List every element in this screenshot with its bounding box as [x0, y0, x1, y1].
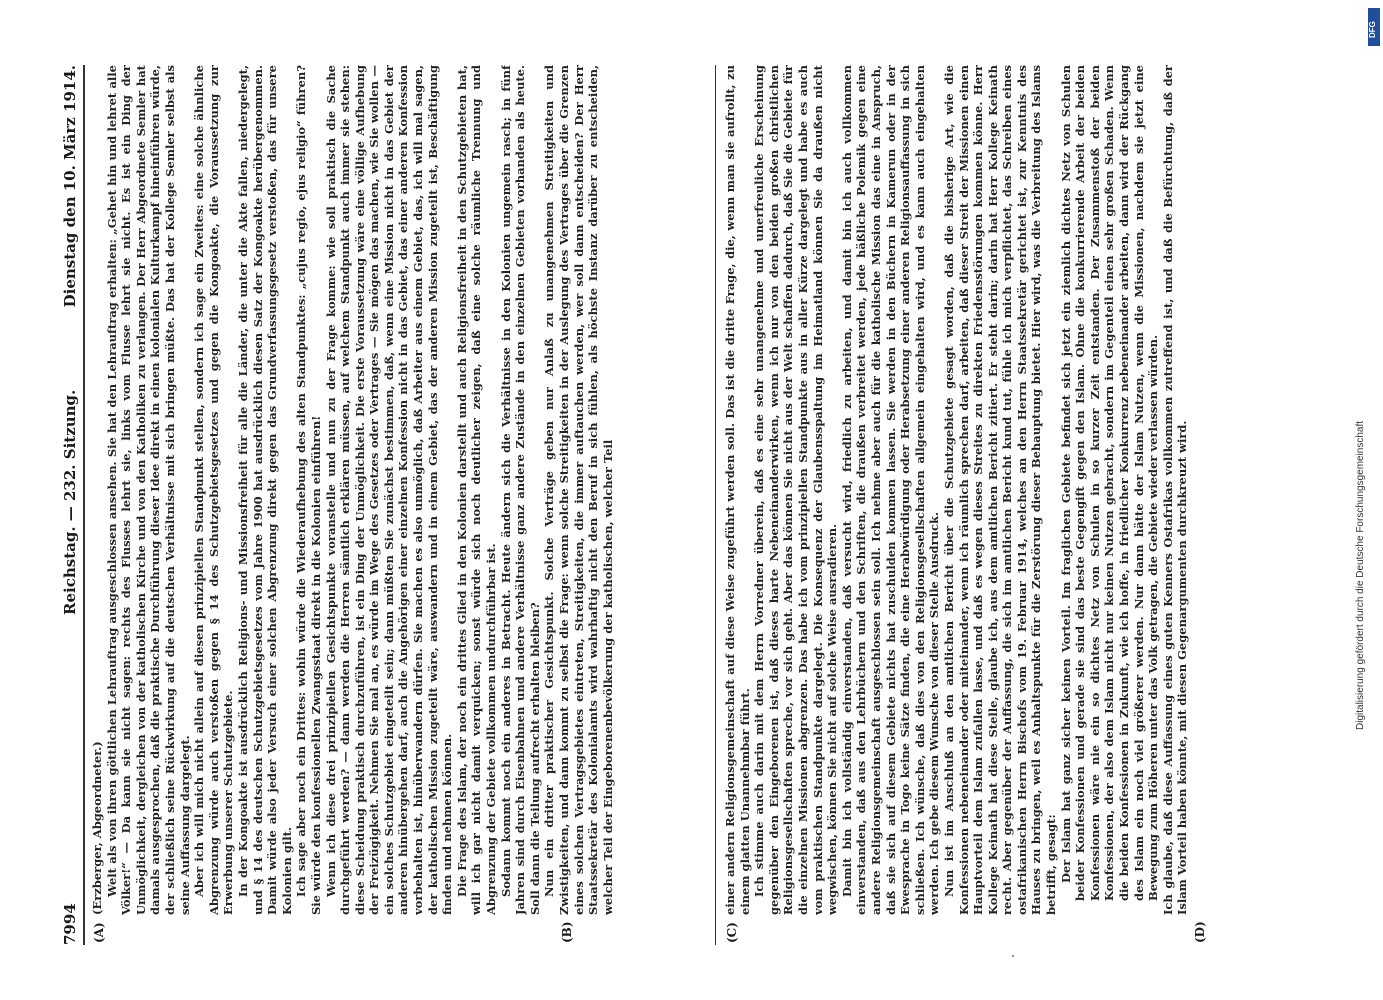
- speaker-note: (Erzberger, Abgeordneter.): [90, 741, 104, 915]
- digitization-note-text: Digitalisierung gefördert durch die Deutsche Forschungsgemeinschaft: [1355, 420, 1366, 730]
- paragraph: Wenn ich diese drei prinzipiellen Gesichtspunkte voranstelle und nun zu der Frage komme: wie soll praktisch die Sache durchgeführt werden? — dann werden die Herren sämtlich erklären müssen, auf welchem Standpunkt auch immer sie stehen: diese Scheidung praktisch durchzuführen, ist ein Ding der Unmöglichkeit. Die erste Voraussetzung wäre eine völlige Aufhebung der Freizügigkeit. Nehmen Sie mal an, es würde im Wege des Gesetzes oder Vertrages — Sie mögen das machen, wie Sie wollen — ein solches Schutzgebiet eingeteilt sein; dann müßten Sie zunächst bestimmen, daß, wenn eine Mission nicht in das Gebiet der anderen hinübergehen darf, auch die Angehörigen einer einzelnen Konfession nicht in das Gebiet, das einer anderen Konfession vorbehalten ist, hinüberwandern dürfen. Sie machen es also unmöglich, daß Arbeiter aus einem Gebiet, das, ich will mal sagen, der katholischen Mission zugeteilt wäre, auswandern und in einem Gebiet, das der anderen Mission zugeteilt ist, Beschäftigung finden und nehmen können.: [323, 65, 455, 915]
- paragraph: Damit bin ich vollständig einverstanden, daß versucht wird, friedlich zu arbeiten, und damit bin ich auch vollkommen einverstanden, daß aus den Lehrbüchern und den Schriften, die draußen verbreitet werden, jede häßliche Polemik gegen eine andere Religionsgemeinschaft ausgeschlossen sein soll. Ich nehme aber auch für die katholische Mission das eine in Anspruch, daß sie sich auf diesem Gebiete nichts hat zuschulden kommen lassen. Sie werden in den Büchern in Kamerun oder in der Ewesprache in Togo keine Sätze finden, die eine Herabwürdigung oder Herabsetzung einer anderen Religionsauffassung in sich schließen. Ich wünsche, daß dies von den Religionsgesellschaften allgemein eingehalten wird, und es kann auch eingehalten werden. Ich gebe diesem Wunsche von dieser Stelle Ausdruck.: [839, 65, 942, 915]
- paragraph: Aber ich will mich nicht allein auf diesen prinzipiellen Standpunkt stellen, sondern ich sage ein Zweites: eine solche ähnliche Abgrenzung würde auch verstoßen gegen § 14 des Schutzgebietsgesetzes und gegen die Kongoakte, die Voraussetzung zur Erwerbung unserer Schutzgebiete.: [192, 65, 236, 915]
- header-rule: [83, 65, 85, 945]
- speck: [1012, 955, 1014, 957]
- left-column: [90, 65, 710, 945]
- paragraph: In der Kongoakte ist ausdrücklich Religions- und Missionsfreiheit für alle die Länder, die unter die Akte fallen, niedergelegt, und § 14 des deutschen Schutzgebietsgesetzes vom Jahre 1900 hat ausdrücklich diesen Satz der Kongoakte herübergenommen. Damit würde also jeder Versuch einer solchen Abgrenzung direkt gegen das Grundverfassungsgesetz verstoßen, das für unsere Kolonien gilt.: [235, 65, 294, 915]
- paragraph: Ich sage aber noch ein Drittes: wohin würde die Wiederaufhebung des alten Standpunktes: „cujus regio, ejus religio“ führen? Sie würde den konfessionellen Zwangsstaat direkt in die Kolonien einführen!: [294, 65, 323, 915]
- right-column-text: [723, 65, 1345, 915]
- paragraph: Der Islam hat ganz sicher keinen Vorteil. Im fraglichen Gebiete befindet sich jetzt ein ziemlich dichtes Netz von Schulen beider Konfessionen und gerade sie sind das beste Gegengift gegen den Islam. Ohne die konkurrierende Arbeit der beiden Konfessionen wäre nie ein so dichtes Netz von Schulen in so kurzer Zeit entstanden. Der Zusammenstoß der beiden Konfessionen, der also dem Islam nicht nur keinen Nutzen gebracht, sondern im Gegenteil einen sehr großen Schaden. Wenn die beiden Konfessionen in Zukunft, wie ich hoffe, in friedlicher Konkurrenz nebeneinander arbeiten, dann wird der Rückgang des Islam ein noch viel größerer werden. Nur dann hätte der Islam Nutzen, wenn die Missionen, nachdem sie jetzt eine Bewegung zum Höheren unter das Volk getragen, die Gebiete wieder verlassen würden.: [1058, 65, 1161, 901]
- paragraph: einer andern Religionsgemeinschaft auf diese Weise zugeführt werden soll. Das ist die dritte Frage, die, wenn man sie aufrollt, zu einem glatten Unannehmbar führt.: [723, 65, 752, 915]
- paragraph: Nun ein dritter praktischer Gesichtspunkt. Solche Verträge geben nur Anlaß zu unangenehmen Streitigkeiten und Zwistigkeiten, und dann kommt zu selbst die Frage: wenn solche Streitigkeiten in der Auslegung des Vertrages über die Grenzen eines solchen Vertragsgebietes eintreten, Streitigkeiten, die immer auftauchen werden, wer soll dann entscheiden? Der Herr Staatssekretär des Kolonialamts wird wahrhaftig nicht den Beruf in sich fühlen, als höchste Instanz darüber zu entscheiden, welcher Teil der Eingeborenenbevölkerung der katholischen, welcher Teil: [542, 65, 615, 915]
- paragraph: Ich stimme auch darin mit dem Herrn Vorredner überein, daß es eine sehr unangenehme und unerfreuliche Erscheinung gegenüber den Eingeborenen ist, daß dieses harte Nebeneinanderwirken, wenn ich nur von den beiden großen christlichen Religionsgesellschaften spreche, vor sich geht. Aber das können Sie nicht aus der Welt schaffen dadurch, daß Sie die Gebiete für die einzelnen Missionen abgrenzen. Das habe ich vom prinzipiellen Standpunkte aus in aller Kürze dargelegt und habe es auch vom praktischen Standpunkte dargelegt. Die Konsequenz der Glaubensspaltung im Heimatland können Sie da draußen nicht wegwischen, können Sie nicht auf solche Weise ausradieren.: [752, 65, 840, 915]
- rotated-page: [55, 65, 1345, 945]
- paragraph: Ich glaube, daß diese Auffassung eines guten Kenners Ostafrikas vollkommen zutreffend ist, und daß die Befürchtung, daß der Islam Vorteil haben könnte, mit diesen Gegenargumenten durchkreuzt wird.: [1160, 65, 1190, 915]
- paragraph: Nun ist im Anschluß an den amtlichen Bericht über die Schutzgebiete gesagt worden, daß die bisherige Art, wie die Konfessionen nebeneinander oder miteinander, wenn ich räumlich sprechen darf, arbeiten, daß dieser Streit der Missionen einen Hauptvorteil dem Islam zufallen lasse, und daß es wegen dieses Streites zu direkten Friedensstörungen kommen könne. Herr Kollege Keinath hat diese Stelle, glaube ich, aus dem amtlichen Bericht zitiert. Er steht darin; darin hat Herr Kollege Keinath recht. Aber gegenüber der Auffassung, die sich im amtlichen Bericht kund tut, fühle ich mich verpflichtet, das Schreiben eines ostafrikanischen Herrn Bischofs vom 19. Februar 1914, welches an den Herrn Staatssekretär gerichtet ist, zur Kenntnis des Hauses zu bringen, weil es Anhaltspunkte für die Zerstörung dieser Behauptung bietet. Hier wird, was die Verbreitung des Islams betrifft, gesagt:: [941, 65, 1059, 915]
- paragraph: Welt als von ihren göttlichen Lehrauftrag ausgeschlossen ansehen. Sie hat den Lehrauftrag erhalten: „Gehet hin und lehret alle Völker!“ — Da kann sie nicht sagen: rechts des Flusses lehrt sie, links vom Flusse lehrt sie nicht. Es ist ein Ding der Unmöglichkeit, dergleichen von der katholischen Kirche und von den Katholiken zu verlangen. Der Herr Abgeordnete Semler hat damals ausgesprochen, daß die praktische Durchführung dieser Idee direkt in einen kolonialen Kulturkampf hineinführen würde, der schließlich seine Rückwirkung auf die deutschen Verhältnisse mit sich bringen müßte. Das hat der Kollege Semler selbst als seine Auffassung dargelegt.: [104, 65, 192, 915]
- paragraph: Sodann kommt noch ein anderes in Betracht. Heute ändern sich die Verhältnisse in den Kolonien ungemein rasch; in fünf Jahren sind durch Eisenbahnen und andere Verhältnisse ganz andere Zustände in den einzelnen Gebieten vorhanden als heute. Soll dann die Teilung aufrecht erhalten bleiben?: [498, 65, 542, 915]
- page-number: 7994: [61, 903, 79, 945]
- session-title: Reichstag. — 232. Sitzung.: [61, 389, 79, 615]
- dfg-logo: [1368, 8, 1380, 46]
- session-date: Dienstag den 10. März 1914.: [61, 65, 79, 308]
- page-header: [55, 65, 85, 945]
- left-column-text: [90, 65, 710, 915]
- margin-marker-d: (D): [1193, 921, 1207, 943]
- margin-marker-b: (B): [560, 921, 574, 943]
- margin-marker-c: (C): [725, 922, 739, 943]
- paragraph: Die Frage des Islam, der noch ein drittes Glied in den Kolonien darstellt und auch Religionsfreiheit in den Schutzgebieten hat, will ich gar nicht damit verquicken; sonst würde sich noch deutlicher zeigen, daß eine solche räumliche Trennung und Abgrenzung der Gebiete vollkommen undurchführbar ist.: [454, 65, 499, 915]
- margin-marker-a: (A): [92, 922, 106, 943]
- column-divider: [715, 65, 716, 945]
- right-column: [723, 65, 1345, 945]
- dfg-logo-text: DFG: [1368, 21, 1377, 38]
- digitization-note: [1355, 10, 1377, 990]
